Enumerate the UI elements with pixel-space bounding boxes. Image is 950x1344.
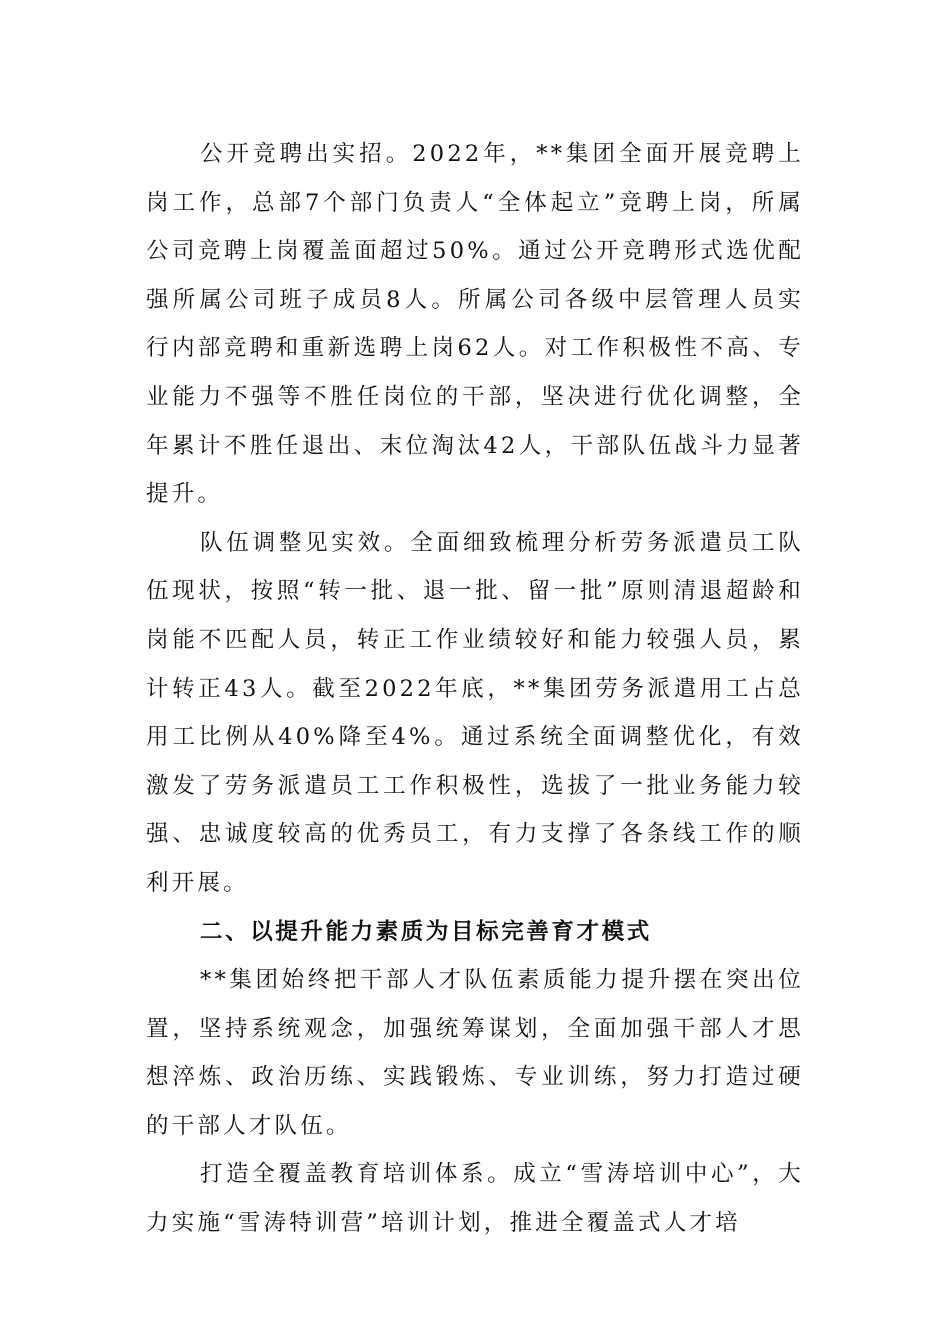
document-page bbox=[146, 130, 804, 1248]
paragraph-training-system: 打造全覆盖教育培训体系。成立“雪涛培训中心”，大力实施“雪涛特训营”培训计划，推进全覆盖式人才培 bbox=[146, 1161, 804, 1237]
paragraph-team-adjustment: 队伍调整见实效。全面细致梳理分析劳务派遣员工队伍现状，按照“转一批、退一批、留一批”原则清退超龄和岗能不匹配人员，转正工作业绩较好和能力较强人员，累计转正43人。截至2022年底，**集团劳务派遣用工占总用工比例从40%降至4%。通过系统全面调整优化，有效激发了劳务派遣员工工作积极性，选拔了一批业务能力较强、忠诚度较高的优秀员工，有力支撑了各条线工作的顺利开展。 bbox=[146, 529, 804, 896]
paragraph-talent-quality: **集团始终把干部人才队伍素质能力提升摆在突出位置，坚持系统观念，加强统筹谋划，全面加强干部人才思想淬炼、政治历练、实践锻炼、专业训练，努力打造过硬的干部人才队伍。 bbox=[146, 967, 804, 1139]
paragraph-open-recruitment: 公开竞聘出实招。2022年，**集团全面开展竞聘上岗工作，总部7个部门负责人“全体起立”竞聘上岗，所属公司竞聘上岗覆盖面超过50%。通过公开竞聘形式选优配强所属公司班子成员8人。所属公司各级中层管理人员实行内部竞聘和重新选聘上岗62人。对工作积极性不高、专业能力不强等不胜任岗位的干部，坚决进行优化调整，全年累计不胜任退出、末位淘汰42人，干部队伍战斗力显著提升。 bbox=[146, 141, 804, 508]
section-heading: 二、以提升能力素质为目标完善育才模式 bbox=[200, 918, 652, 945]
